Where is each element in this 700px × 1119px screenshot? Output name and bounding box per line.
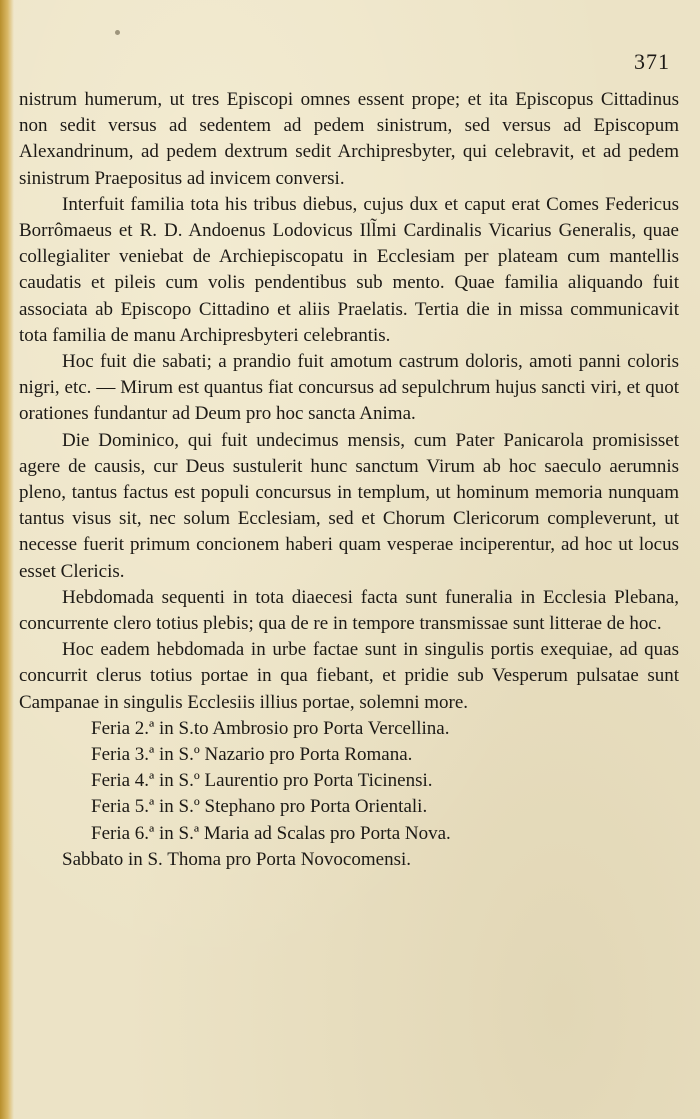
paragraph-2: Interfuit familia tota his tribus diebus, cujus dux et caput erat Comes Federicus Borrômaeus et R. D. Andoenus Lodovicus Ill̃mi Cardinalis Vicarius Generalis, quae collegialiter veniebat de Archiepiscopatu in Ecclesiam per plateam cum mantellis caudatis et pileis cum volis pendentibus sub mento. Quae familia aliquando fuit associata ab Episcopo Cittadino et aliis Praelatis. Tertia die in missa communicavit tota familia de manu Archipresbyteri celebrantis.	[19, 193, 679, 346]
page-number: 371	[634, 49, 670, 74]
schedule-item: Feria 6.ª in S.ª Maria ad Scalas pro Porta Nova.	[91, 822, 451, 844]
paragraph-1: nistrum humerum, ut tres Episcopi omnes essent prope; et ita Episcopus Cittadinus non sedit versus ad sedentem ad pedem sinistrum, sed versus ad Episcopum Alexandrinum, ad pedem dextrum sedit Archipresbyter, qui celebravit, et ad pedem sinistrum Praepositus ad invicem conversi.	[19, 89, 679, 189]
schedule-item: Sabbato in S. Thoma pro Porta Novocomensi.	[62, 848, 412, 870]
paragraph-6: Hoc eadem hebdomada in urbe factae sunt in singulis portis exequiae, ad quas concurrit clerus totius portae in qua fiebant, et pridie sub Vesperum pulsatae sunt Campanae in singulis Ecclesiis illius portae, solemni more.	[19, 639, 679, 713]
paragraph-5: Hebdomada sequenti in tota diaecesi facta sunt funeralia in Ecclesia Plebana, concurrente clero totius plebis; qua de re in tempore transmissae sunt litterae de hoc.	[19, 586, 679, 635]
schedule-item: Feria 5.ª in S.º Stephano pro Porta Orientali.	[91, 796, 428, 818]
schedule-item: Feria 2.ª in S.to Ambrosio pro Porta Vercellina.	[91, 717, 450, 739]
paragraph-3: Hoc fuit die sabati; a prandio fuit amotum castrum doloris, amoti panni coloris nigri, etc. — Mirum est quantus fiat concursus ad sepulchrum hujus sancti viri, et quot orationes fundantur ad Deum pro hoc sancta Anima.	[19, 351, 679, 425]
paper-stain	[115, 30, 120, 35]
book-spine-edge	[0, 0, 14, 1119]
exequies-schedule	[19, 716, 679, 873]
page-text-body	[19, 87, 679, 873]
paragraph-4: Die Dominico, qui fuit undecimus mensis, cum Pater Panicarola promisisset agere de causis, cur Deus sustulerit hunc sanctum Virum ab hoc saeculo aerumnis pleno, tantus factus est populi concursus in templum, ut hominum memoria nunquam tantus visus sit, nec solum Ecclesiam, sed et Chorum Clericorum compleverunt, ut necesse fuerit primum concionem haberi quam vesperae inciperentur, ad hoc ut locus esset Clericis.	[19, 429, 679, 582]
schedule-item: Feria 4.ª in S.º Laurentio pro Porta Ticinensi.	[91, 770, 433, 792]
schedule-item: Feria 3.ª in S.º Nazario pro Porta Romana.	[91, 744, 413, 766]
